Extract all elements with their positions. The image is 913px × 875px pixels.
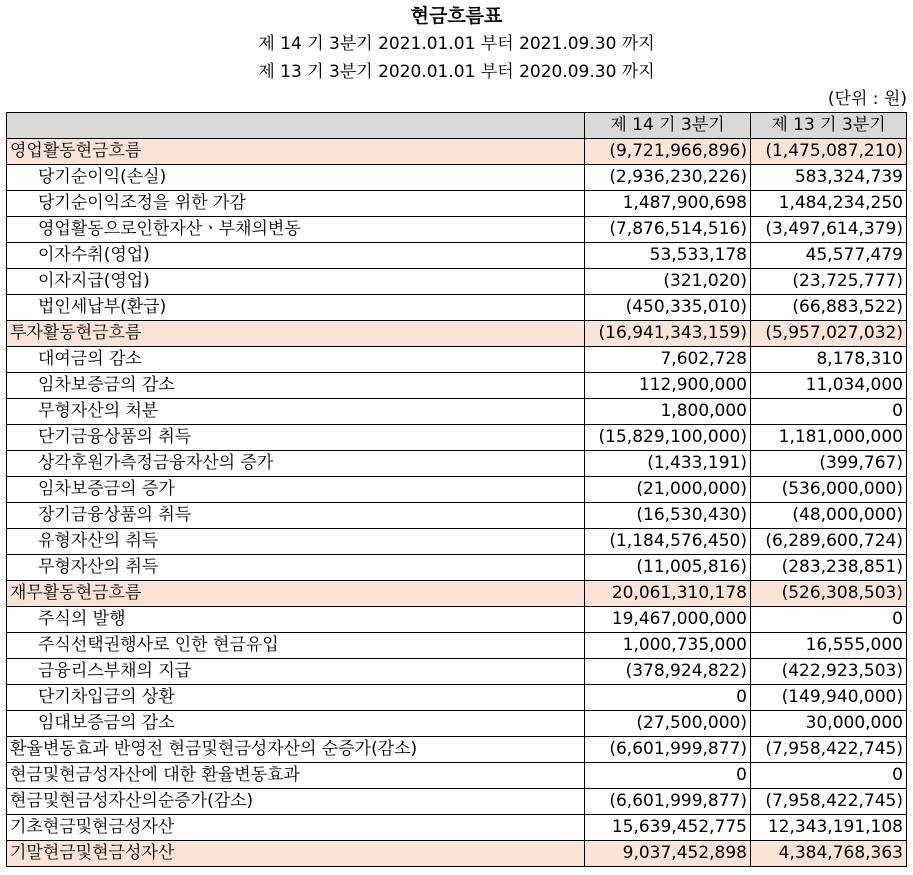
value-prior: (422,923,503)	[751, 659, 907, 685]
table-row	[7, 191, 907, 217]
table-row	[7, 607, 907, 633]
table-row	[7, 243, 907, 269]
table-row	[7, 425, 907, 451]
table-row	[7, 503, 907, 529]
table-row	[7, 763, 907, 789]
value-current: (21,000,000)	[585, 477, 751, 503]
unit-label: (단위 : 원)	[827, 89, 907, 109]
value-prior: (283,238,851)	[751, 555, 907, 581]
table-row	[7, 321, 907, 347]
value-current: 1,487,900,698	[585, 191, 751, 217]
value-current: 0	[585, 685, 751, 711]
value-current: (450,335,010)	[585, 295, 751, 321]
value-prior: (3,497,614,379)	[751, 217, 907, 243]
table-row	[7, 633, 907, 659]
row-label: 임차보증금의 증가	[7, 477, 585, 503]
value-prior: (526,308,503)	[751, 581, 907, 607]
value-prior: (7,958,422,745)	[751, 789, 907, 815]
column-header-item	[7, 113, 585, 139]
value-prior: 583,324,739	[751, 165, 907, 191]
value-prior: 1,484,234,250	[751, 191, 907, 217]
statement-header	[0, 2, 913, 86]
row-label: 주식선택권행사로 인한 현금유입	[7, 633, 585, 659]
statement-title: 현금흐름표	[410, 5, 503, 27]
row-label: 당기순이익(손실)	[7, 165, 585, 191]
row-label: 법인세납부(환급)	[7, 295, 585, 321]
row-label: 상각후원가측정금융자산의 증가	[7, 451, 585, 477]
value-prior: 0	[751, 607, 907, 633]
value-current: (1,433,191)	[585, 451, 751, 477]
table-row	[7, 737, 907, 763]
value-prior: 4,384,768,363	[751, 841, 907, 867]
value-current: (378,924,822)	[585, 659, 751, 685]
value-current: (1,184,576,450)	[585, 529, 751, 555]
cash-flow-table	[6, 112, 907, 867]
row-label: 장기금융상품의 취득	[7, 503, 585, 529]
table-row	[7, 555, 907, 581]
row-label: 임차보증금의 감소	[7, 373, 585, 399]
row-label: 무형자산의 처분	[7, 399, 585, 425]
value-current: (6,601,999,877)	[585, 737, 751, 763]
row-label: 기말현금및현금성자산	[7, 841, 585, 867]
table-row	[7, 373, 907, 399]
value-prior: 8,178,310	[751, 347, 907, 373]
row-label: 유형자산의 취득	[7, 529, 585, 555]
table-row	[7, 529, 907, 555]
row-label: 투자활동현금흐름	[7, 321, 585, 347]
value-prior: (23,725,777)	[751, 269, 907, 295]
value-current: 0	[585, 763, 751, 789]
row-label: 주식의 발행	[7, 607, 585, 633]
row-label: 단기금융상품의 취득	[7, 425, 585, 451]
table-row	[7, 269, 907, 295]
row-label: 영업활동현금흐름	[7, 139, 585, 165]
value-current: (9,721,966,896)	[585, 139, 751, 165]
table-body	[7, 139, 907, 867]
value-prior: (149,940,000)	[751, 685, 907, 711]
table-row	[7, 347, 907, 373]
row-label: 단기차입금의 상환	[7, 685, 585, 711]
value-prior: (7,958,422,745)	[751, 737, 907, 763]
value-prior: 1,181,000,000	[751, 425, 907, 451]
row-label: 환율변동효과 반영전 현금및현금성자산의 순증가(감소)	[7, 737, 585, 763]
value-current: (27,500,000)	[585, 711, 751, 737]
value-current: 15,639,452,775	[585, 815, 751, 841]
table-header-row	[7, 113, 907, 139]
table-row	[7, 451, 907, 477]
value-current: 19,467,000,000	[585, 607, 751, 633]
value-prior: 0	[751, 763, 907, 789]
row-label: 임대보증금의 감소	[7, 711, 585, 737]
value-current: (16,530,430)	[585, 503, 751, 529]
value-current: 1,800,000	[585, 399, 751, 425]
value-prior: 12,343,191,108	[751, 815, 907, 841]
row-label: 당기순이익조정을 위한 가감	[7, 191, 585, 217]
value-current: (2,936,230,226)	[585, 165, 751, 191]
value-prior: (66,883,522)	[751, 295, 907, 321]
value-current: (321,020)	[585, 269, 751, 295]
value-current: 20,061,310,178	[585, 581, 751, 607]
value-current: 112,900,000	[585, 373, 751, 399]
value-prior: (399,767)	[751, 451, 907, 477]
value-current: (7,876,514,516)	[585, 217, 751, 243]
column-header-prior: 제 13 기 3분기	[751, 113, 907, 139]
table-row	[7, 139, 907, 165]
value-current: (11,005,816)	[585, 555, 751, 581]
table-row	[7, 815, 907, 841]
value-current: (16,941,343,159)	[585, 321, 751, 347]
value-prior: 45,577,479	[751, 243, 907, 269]
value-prior: (5,957,027,032)	[751, 321, 907, 347]
value-current: (6,601,999,877)	[585, 789, 751, 815]
table-row	[7, 477, 907, 503]
table-row	[7, 295, 907, 321]
value-prior: (536,000,000)	[751, 477, 907, 503]
value-current: 9,037,452,898	[585, 841, 751, 867]
value-prior: 11,034,000	[751, 373, 907, 399]
row-label: 현금및현금성자산의순증가(감소)	[7, 789, 585, 815]
table-row	[7, 217, 907, 243]
row-label: 재무활동현금흐름	[7, 581, 585, 607]
table-row	[7, 789, 907, 815]
value-prior: (1,475,087,210)	[751, 139, 907, 165]
value-prior: 30,000,000	[751, 711, 907, 737]
column-header-current: 제 14 기 3분기	[585, 113, 751, 139]
table-row	[7, 685, 907, 711]
value-prior: 0	[751, 399, 907, 425]
table-row	[7, 165, 907, 191]
table-row	[7, 581, 907, 607]
value-prior: (6,289,600,724)	[751, 529, 907, 555]
row-label: 대여금의 감소	[7, 347, 585, 373]
table-row	[7, 841, 907, 867]
period-prior: 제 13 기 3분기 2020.01.01 부터 2020.09.30 까지	[258, 62, 655, 82]
value-current: 1,000,735,000	[585, 633, 751, 659]
table-row	[7, 399, 907, 425]
row-label: 기초현금및현금성자산	[7, 815, 585, 841]
table-row	[7, 711, 907, 737]
period-current: 제 14 기 3분기 2021.01.01 부터 2021.09.30 까지	[258, 34, 655, 54]
row-label: 무형자산의 취득	[7, 555, 585, 581]
row-label: 금융리스부채의 지급	[7, 659, 585, 685]
value-current: 7,602,728	[585, 347, 751, 373]
value-prior: (48,000,000)	[751, 503, 907, 529]
row-label: 이자수취(영업)	[7, 243, 585, 269]
row-label: 이자지급(영업)	[7, 269, 585, 295]
value-prior: 16,555,000	[751, 633, 907, 659]
row-label: 영업활동으로인한자산ㆍ부채의변동	[7, 217, 585, 243]
value-current: (15,829,100,000)	[585, 425, 751, 451]
value-current: 53,533,178	[585, 243, 751, 269]
row-label: 현금및현금성자산에 대한 환율변동효과	[7, 763, 585, 789]
table-row	[7, 659, 907, 685]
